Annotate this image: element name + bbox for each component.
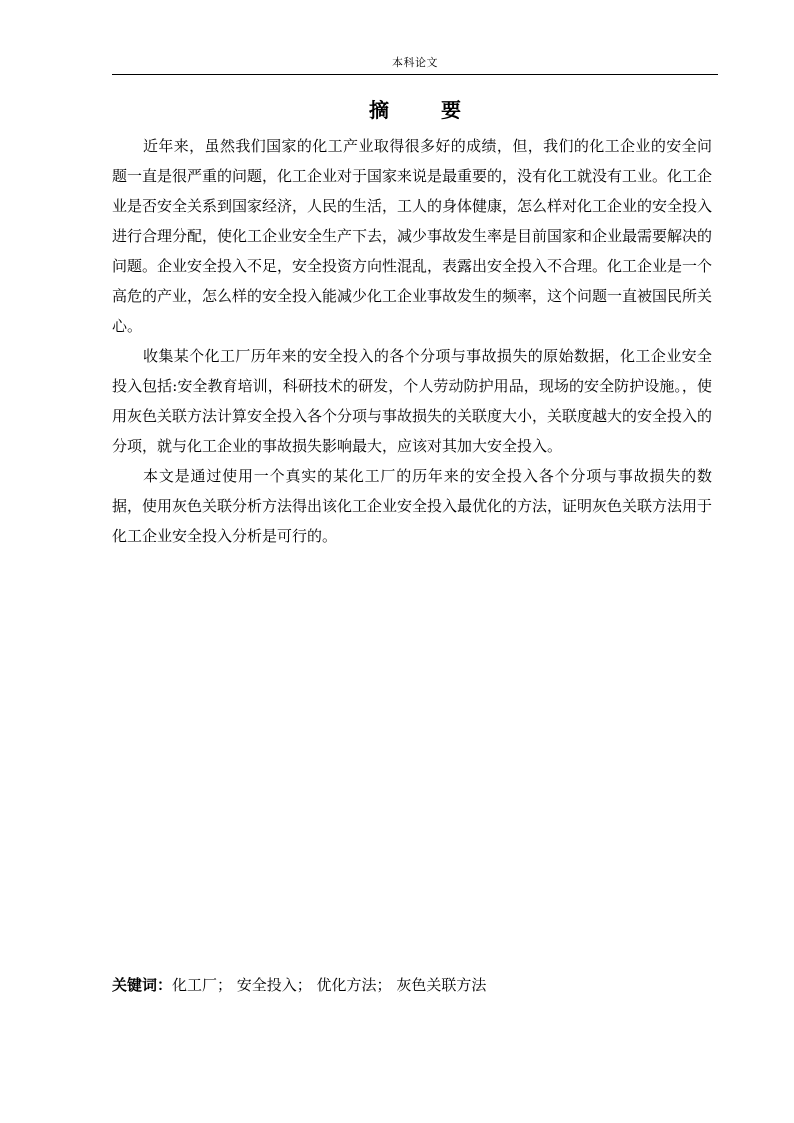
- page-header: [112, 52, 718, 75]
- keywords-value: 化工厂； 安全投入； 优化方法； 灰色关联方法: [172, 976, 487, 994]
- abstract-paragraph-2: 收集某个化工厂历年来的安全投入的各个分项与事故损失的原始数据，化工企业安全投入包括:安全教育培训，科研技术的研发，个人劳动防护用品，现场的安全防护设施。，使用灰色关联方法计算安全投入各个分项与事故损失的关联度大小，关联度越大的安全投入的分项，就与化工企业的事故损失影响最大，应该对其加大安全投入。: [112, 347, 713, 455]
- keywords-label: 关键词：: [112, 976, 173, 994]
- abstract-paragraph-3: 本文是通过使用一个真实的某化工厂的历年来的安全投入各个分项与事故损失的数据，使用灰色关联分析方法得出该化工企业安全投入最优化的方法，证明灰色关联方法用于化工企业安全投入分析是可行的。: [112, 467, 713, 545]
- header-title: 本科论文: [392, 56, 438, 69]
- abstract-body: [112, 131, 712, 551]
- abstract-title: 摘 要: [369, 98, 477, 122]
- keywords-line: [112, 973, 486, 997]
- abstract-paragraph-1: 近年来，虽然我们国家的化工产业取得很多好的成绩，但，我们的化工企业的安全问题一直是很严重的问题，化工企业对于国家来说是最重要的，没有化工就没有工业。化工企业是否安全关系到国家经济，人民的生活，工人的身体健康，怎么样对化工企业的安全投入进行合理分配，使化工企业安全生产下去，减少事故发生率是目前国家和企业最需要解决的问题。企业安全投入不足，安全投资方向性混乱，表露出安全投入不合理。化工企业是一个高危的产业，怎么样的安全投入能减少化工企业事故发生的频率，这个问题一直被国民所关心。: [112, 137, 713, 335]
